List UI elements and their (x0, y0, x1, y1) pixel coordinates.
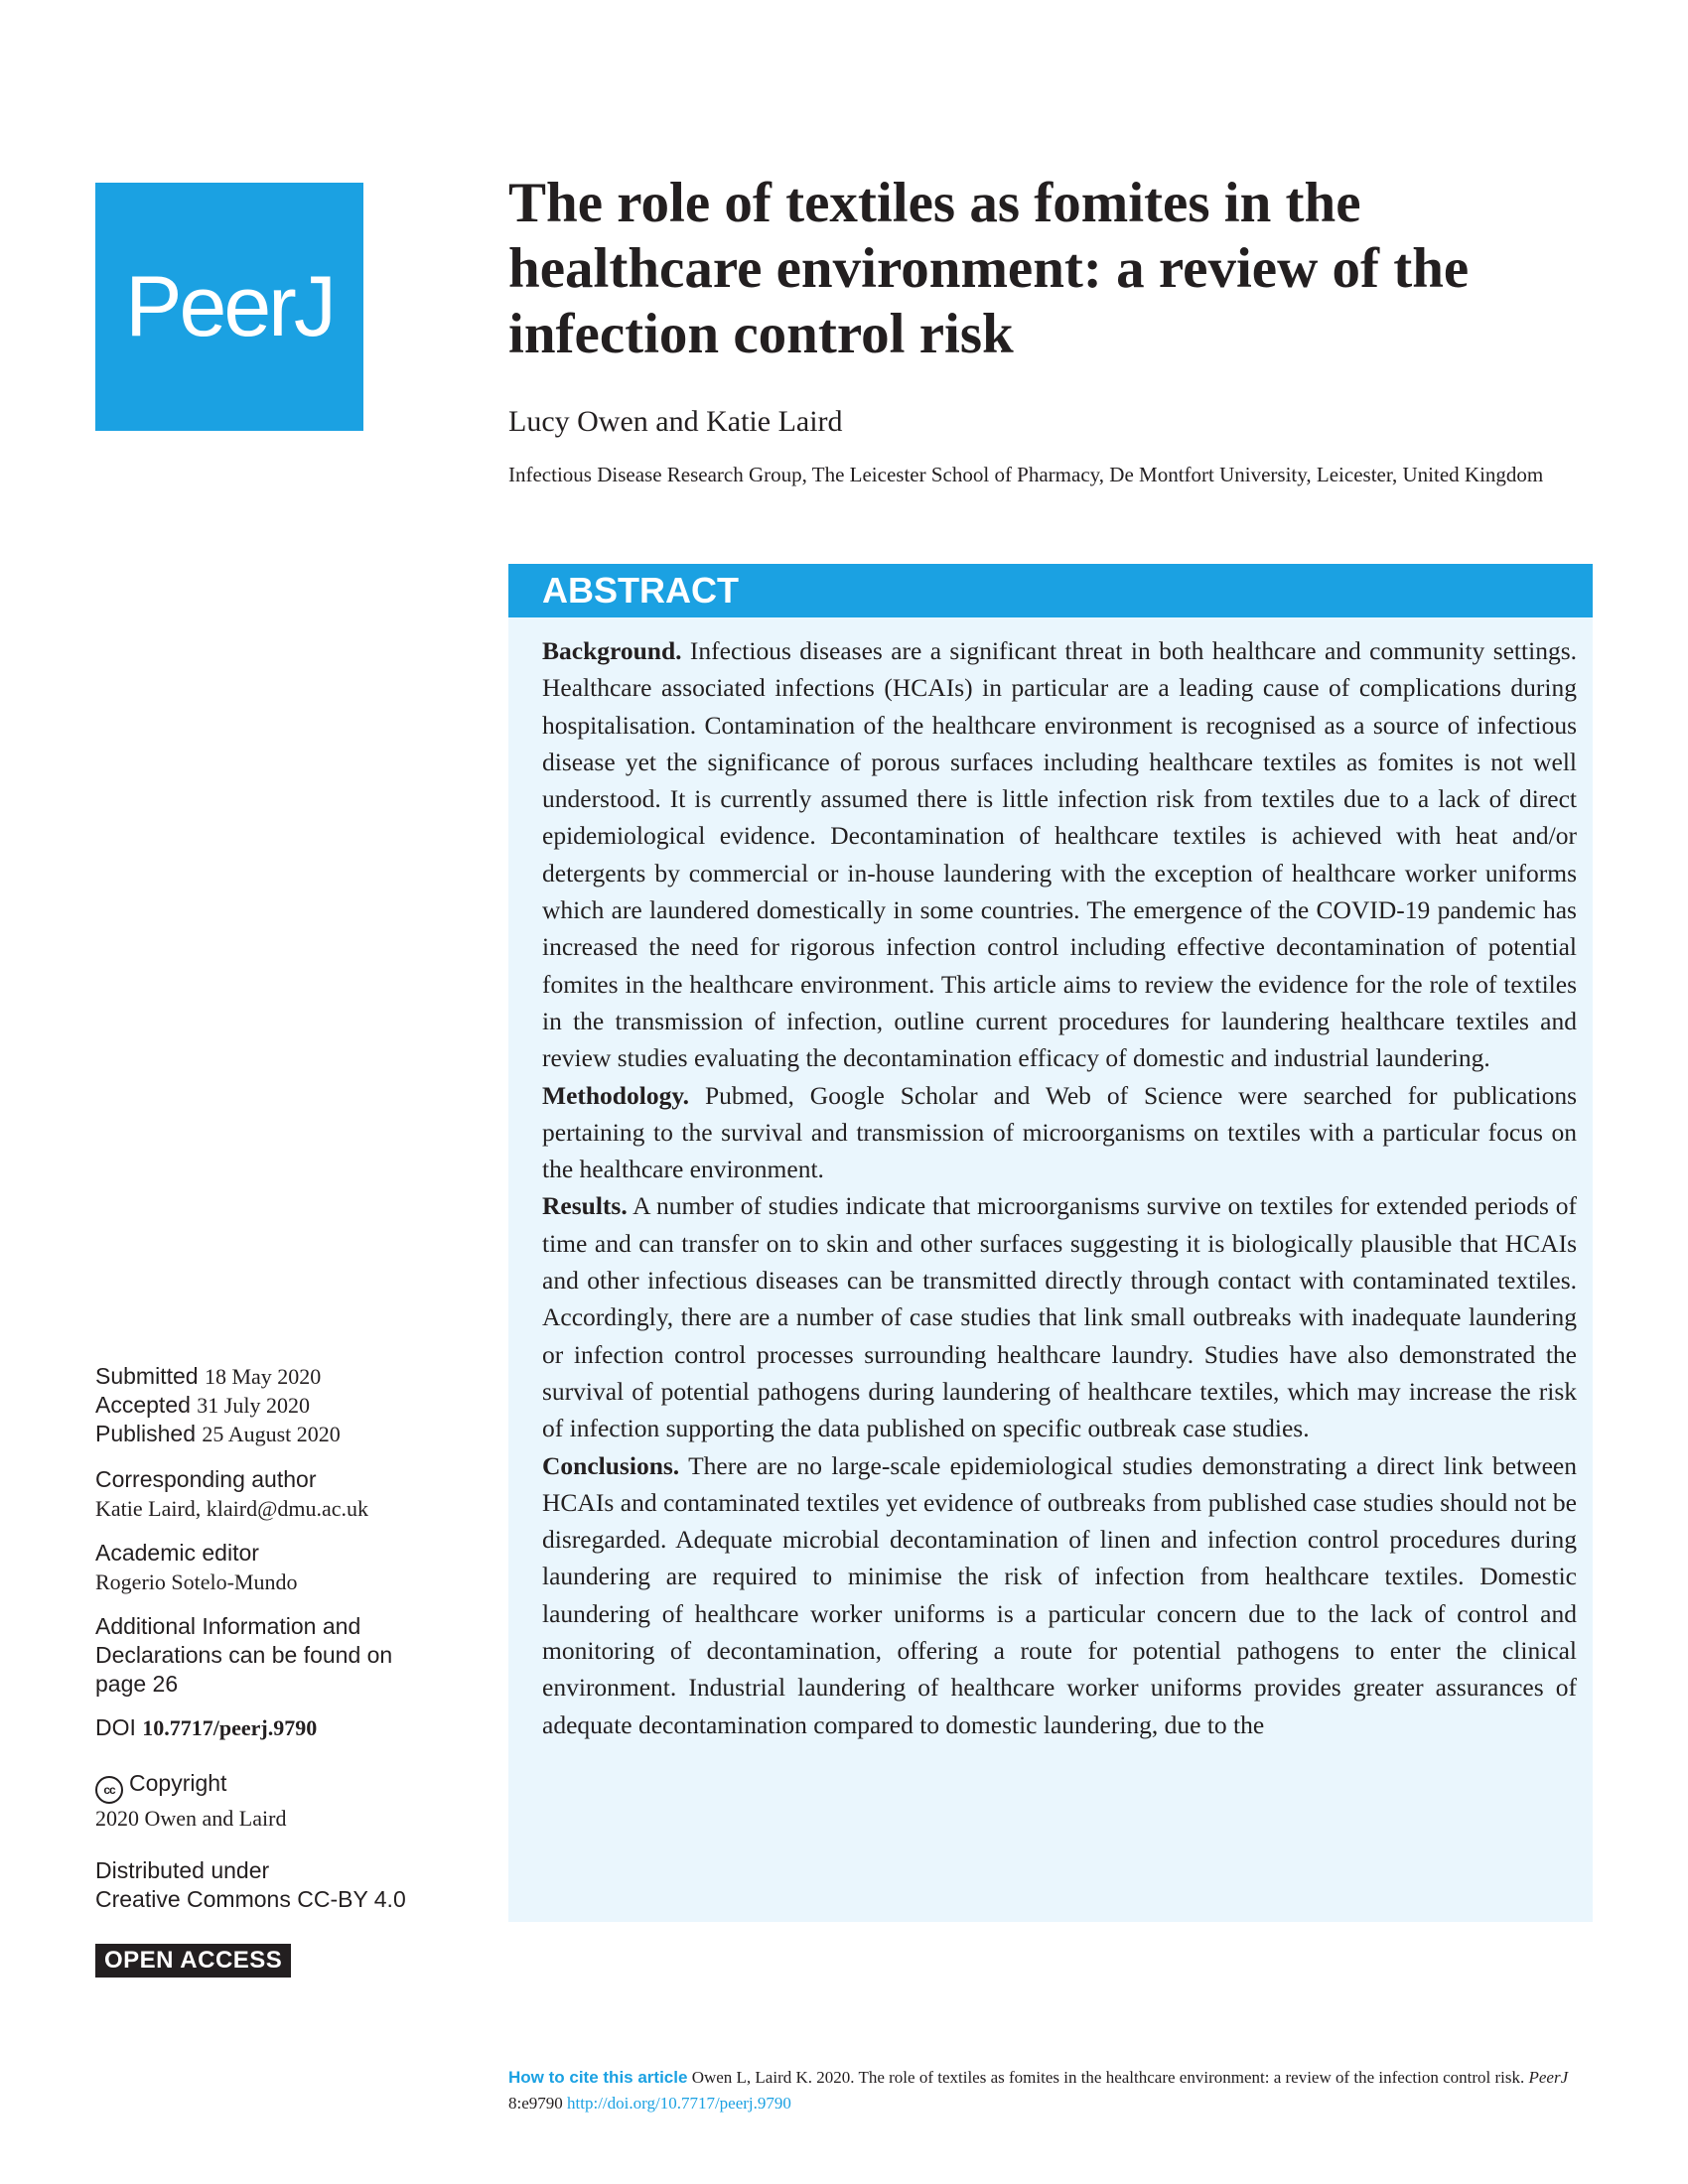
citation-block (508, 2065, 1601, 2116)
doi-label: DOI (95, 1714, 136, 1740)
dates-block (95, 1362, 473, 1448)
citation-journal: PeerJ (1528, 2068, 1569, 2087)
published-label: Published (95, 1421, 197, 1446)
results-text: A number of studies indicate that microorganisms survive on textiles for extended periods of time and can transfer on to skin and other surfaces suggesting it is biologically plausible that HCAIs and other infectious diseases can be transmitted directly through contact with contaminated textiles. Accordingly, there are a number of case studies that link small outbreaks with inadequate laundering or infection control processes surrounding healthcare laundry. Studies have also demonstrated the survival of potential pathogens during laundering of healthcare textiles, which may increase the risk of infection supporting the data published on specific outbreak case studies. (542, 1191, 1577, 1443)
doi-block (95, 1713, 473, 1742)
citation-text: Owen L, Laird K. 2020. The role of textiles as fomites in the healthcare environment: a review of the infection control risk. (687, 2068, 1529, 2087)
abstract-conclusions (542, 1447, 1577, 1743)
corresponding-block (95, 1465, 473, 1523)
accepted-label: Accepted (95, 1392, 191, 1418)
copyright-label: Copyright (129, 1770, 227, 1796)
citation-volume: 8:e9790 (508, 2094, 568, 2113)
academic-editor: Rogerio Sotelo-Mundo (95, 1570, 298, 1594)
conclusions-text: There are no large-scale epidemiological studies demonstrating a direct link between HCAIs and contaminated textiles yet evidence of outbreaks from published case studies should not be disregarded. Adequate microbial decontamination of linen and infection control procedures during laundering are required to minimise the risk of infection from healthcare textiles. Domestic laundering of healthcare worker uniforms is a particular concern due to the lack of control and monitoring of decontamination, offering a route for potential pathogens to enter the clinical environment. Industrial laundering of healthcare worker uniforms provides greater assurances of adequate decontamination compared to domestic laundering, due to the (542, 1450, 1577, 1739)
article-title: The role of textiles as fomites in the healthcare environment: a review of the infection control risk (508, 172, 1470, 365)
abstract-results (542, 1187, 1577, 1446)
results-label: Results. (542, 1191, 628, 1221)
citation-doi-link[interactable]: http://doi.org/10.7717/peerj.9790 (567, 2094, 791, 2113)
abstract-methodology (542, 1077, 1577, 1188)
copyright-holders: 2020 Owen and Laird (95, 1806, 287, 1831)
editor-label: Academic editor (95, 1540, 259, 1566)
accepted-line (95, 1391, 473, 1420)
submitted-line (95, 1362, 473, 1391)
submitted-date: 18 May 2020 (204, 1364, 322, 1389)
methodology-text: Pubmed, Google Scholar and Web of Science were searched for publications pertaining to the survival and transmission of microorganisms on textiles with a particular focus on the healthcare environment. (542, 1080, 1577, 1184)
logo-text: PeerJ (125, 259, 334, 354)
distributed-label: Distributed under (95, 1857, 270, 1883)
editor-block (95, 1539, 473, 1596)
abstract-body (508, 617, 1593, 1922)
doi-link[interactable]: 10.7717/peerj.9790 (142, 1715, 318, 1740)
creative-commons-icon: cc (95, 1776, 123, 1804)
copyright-block (95, 1769, 473, 1833)
conclusions-label: Conclusions. (542, 1450, 680, 1480)
copyright-line (95, 1769, 473, 1804)
peerj-logo (95, 183, 363, 431)
published-line (95, 1420, 473, 1448)
background-label: Background. (542, 636, 682, 665)
methodology-label: Methodology. (542, 1080, 690, 1110)
additional-info[interactable]: Additional Information and Declarations can be found on page 26 (95, 1613, 393, 1697)
article-authors: Lucy Owen and Katie Laird (508, 405, 843, 438)
background-text: Infectious diseases are a significant threat in both healthcare and community settings. Healthcare associated infections (HCAIs) in particular are a leading cause of complications during hospitalisation. Contamination of the healthcare environment is recognised as a source of infectious disease yet the significance of porous surfaces including healthcare textiles as fomites is not well understood. It is currently assumed there is little infection risk from textiles due to a lack of direct epidemiological evidence. Decontamination of healthcare textiles is achieved with heat and/or detergents by commercial or in-house laundering with the exception of healthcare worker uniforms which are laundered domestically in some countries. The emergence of the COVID-19 pandemic has increased the need for rigorous infection control including effective decontamination of potential fomites in the healthcare environment. This article aims to review the evidence for the role of textiles in the transmission of infection, outline current procedures for laundering healthcare textiles and review studies evaluating the decontamination efficacy of domestic and industrial laundering. (542, 636, 1577, 1073)
author-affiliation: Infectious Disease Research Group, The Leicester School of Pharmacy, De Montfort University, Leicester, United Kingdom (508, 463, 1544, 486)
published-date: 25 August 2020 (202, 1422, 341, 1446)
citation-label: How to cite this article (508, 2068, 688, 2087)
license-link[interactable]: Creative Commons CC-BY 4.0 (95, 1886, 406, 1912)
abstract-heading: ABSTRACT (508, 564, 1593, 617)
corresponding-author[interactable]: Katie Laird, klaird@dmu.ac.uk (95, 1496, 368, 1521)
accepted-date: 31 July 2020 (197, 1393, 310, 1418)
submitted-label: Submitted (95, 1363, 199, 1389)
corresponding-label: Corresponding author (95, 1466, 317, 1492)
open-access-badge: OPEN ACCESS (95, 1944, 291, 1978)
abstract-background (542, 632, 1577, 1077)
license-block (95, 1856, 473, 1914)
